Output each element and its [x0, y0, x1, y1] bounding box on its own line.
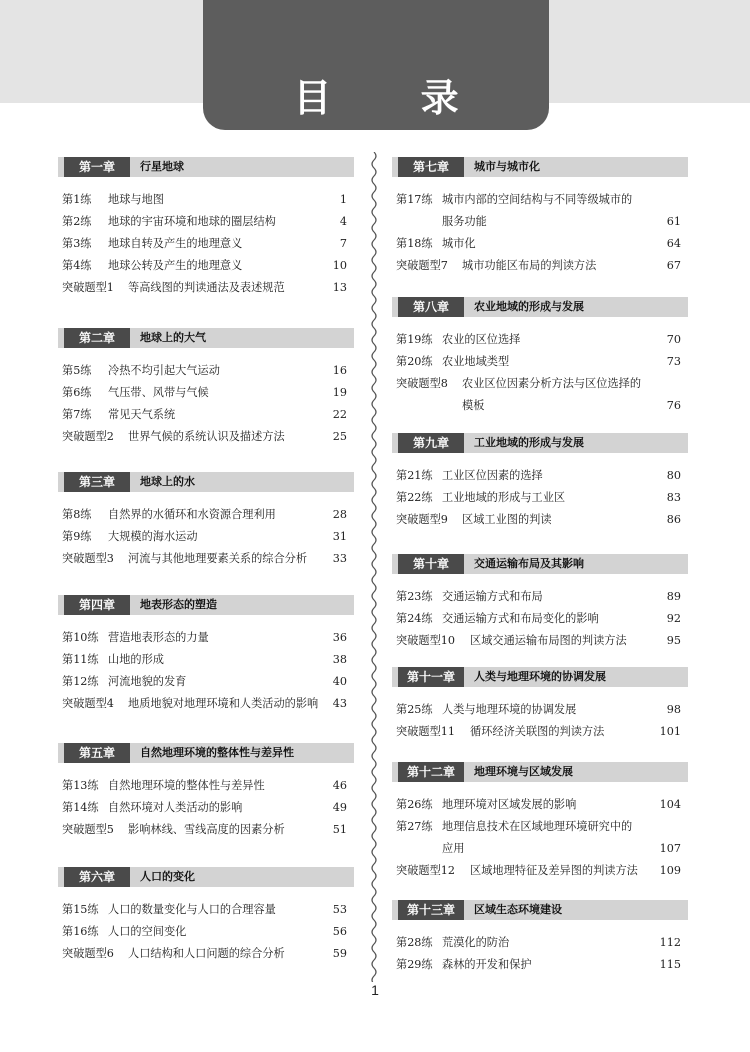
toc-entry[interactable]	[392, 794, 688, 816]
chapter-title: 地理环境与区域发展	[474, 765, 573, 778]
entry-title: 冷热不均引起大气运动	[108, 364, 220, 377]
chapter-section	[392, 900, 688, 976]
chapter-number: 第九章	[398, 433, 464, 453]
entry-label: 第22练	[396, 491, 433, 504]
entry-title: 工业地域的形成与工业区	[442, 491, 566, 504]
entry-list	[392, 586, 688, 652]
entry-page: 101	[659, 725, 681, 738]
toc-entry[interactable]	[58, 211, 354, 233]
toc-entry[interactable]	[392, 586, 688, 608]
chapter-header[interactable]	[58, 743, 354, 763]
chapter-title: 交通运输布局及其影响	[474, 557, 584, 570]
entry-label: 突破题型8	[396, 377, 448, 390]
page-number: 1	[371, 982, 379, 998]
entry-title: 人类与地理环境的协调发展	[442, 703, 577, 716]
entry-list	[58, 189, 354, 299]
chapter-header[interactable]	[58, 157, 354, 177]
chapter-title: 人口的变化	[140, 870, 195, 883]
entry-title: 工业区位因素的选择	[442, 469, 543, 482]
toc-entry[interactable]	[392, 255, 688, 277]
chapter-header[interactable]	[392, 762, 688, 782]
entry-title: 区域工业图的判读	[462, 513, 552, 526]
entry-page: 53	[332, 903, 347, 916]
chapter-section	[58, 743, 354, 841]
wavy-divider	[369, 152, 379, 982]
entry-title: 地球自转及产生的地理意义	[108, 237, 243, 250]
chapter-number: 第六章	[64, 867, 130, 887]
entry-title: 地理环境对区域发展的影响	[442, 798, 577, 811]
entry-page: 46	[332, 779, 347, 792]
entry-label: 第8练	[62, 508, 92, 521]
entry-label: 第18练	[396, 237, 433, 250]
entry-title: 河流地貌的发育	[108, 675, 187, 688]
entry-title: 营造地表形态的力量	[108, 631, 209, 644]
chapter-section	[392, 667, 688, 743]
toc-entry[interactable]	[392, 630, 688, 652]
entry-page: 33	[332, 552, 347, 565]
entry-title: 人口的空间变化	[108, 925, 187, 938]
chapter-number: 第十一章	[398, 667, 464, 687]
toc-entry[interactable]	[58, 277, 354, 299]
entry-list	[58, 627, 354, 715]
toc-entry[interactable]	[392, 721, 688, 743]
entry-page: 19	[332, 386, 347, 399]
entry-page: 10	[332, 259, 347, 272]
entry-list	[58, 360, 354, 448]
chapter-header[interactable]	[392, 554, 688, 574]
chapter-header[interactable]	[392, 667, 688, 687]
toc-entry[interactable]	[58, 693, 354, 715]
entry-page: 70	[666, 333, 681, 346]
entry-page: 16	[332, 364, 347, 377]
toc-entry[interactable]	[58, 382, 354, 404]
entry-label: 第13练	[62, 779, 99, 792]
entry-title: 大规模的海水运动	[108, 530, 198, 543]
entry-page: 7	[339, 237, 347, 250]
entry-list	[392, 794, 688, 882]
chapter-header[interactable]	[392, 433, 688, 453]
chapter-section	[58, 595, 354, 715]
entry-title: 自然界的水循环和水资源合理利用	[108, 508, 276, 521]
chapter-title: 地球上的水	[140, 475, 195, 488]
toc-entry[interactable]	[58, 426, 354, 448]
entry-page: 25	[332, 430, 347, 443]
entry-title: 地球与地图	[108, 193, 164, 206]
entry-label: 突破题型12	[396, 864, 455, 877]
entry-label: 第11练	[62, 653, 99, 666]
toc-entry[interactable]	[392, 329, 688, 351]
chapter-title: 地表形态的塑造	[140, 598, 217, 611]
entry-label: 第5练	[62, 364, 92, 377]
entry-label: 第1练	[62, 193, 92, 206]
entry-title: 常见天气系统	[108, 408, 176, 421]
chapter-number: 第十二章	[398, 762, 464, 782]
entry-title: 区域交通运输布局图的判读方法	[470, 634, 627, 647]
entry-label: 第25练	[396, 703, 433, 716]
toc-entry[interactable]	[392, 932, 688, 954]
entry-page: 73	[666, 355, 681, 368]
chapter-section	[392, 433, 688, 531]
entry-page: 76	[666, 399, 681, 412]
page-title: 目 录	[293, 76, 497, 120]
entry-page: 43	[332, 697, 347, 710]
entry-page: 51	[332, 823, 347, 836]
toc-entry[interactable]	[58, 775, 354, 797]
entry-page: 107	[659, 842, 681, 855]
entry-title-continued: 模板	[462, 399, 485, 412]
toc-entry[interactable]	[58, 649, 354, 671]
toc-entry[interactable]	[392, 816, 688, 860]
entry-label: 第6练	[62, 386, 92, 399]
entry-label: 突破题型6	[62, 947, 114, 960]
entry-list	[58, 899, 354, 965]
entry-list	[392, 189, 688, 277]
chapter-section	[58, 328, 354, 448]
entry-list	[58, 504, 354, 570]
toc-entry[interactable]	[58, 819, 354, 841]
entry-page: 22	[332, 408, 347, 421]
chapter-section	[392, 157, 688, 277]
entry-title: 山地的形成	[108, 653, 164, 666]
entry-page: 67	[666, 259, 681, 272]
entry-title: 人口的数量变化与人口的合理容量	[108, 903, 276, 916]
entry-page: 95	[666, 634, 681, 647]
toc-entry[interactable]	[58, 627, 354, 649]
entry-title: 地球的宇宙环境和地球的圈层结构	[108, 215, 276, 228]
chapter-header[interactable]	[392, 900, 688, 920]
entry-label: 第12练	[62, 675, 99, 688]
entry-title-continued: 服务功能	[442, 215, 487, 228]
entry-label: 突破题型1	[62, 281, 114, 294]
entry-page: 89	[666, 590, 681, 603]
entry-page: 31	[332, 530, 347, 543]
chapter-header[interactable]	[58, 595, 354, 615]
entry-label: 突破题型9	[396, 513, 448, 526]
entry-page: 13	[332, 281, 347, 294]
chapter-title: 行星地球	[140, 160, 184, 173]
chapter-number: 第五章	[64, 743, 130, 763]
chapter-header[interactable]	[392, 157, 688, 177]
chapter-number: 第一章	[64, 157, 130, 177]
chapter-header[interactable]	[58, 472, 354, 492]
entry-page: 64	[666, 237, 681, 250]
entry-page: 112	[659, 936, 681, 949]
entry-label: 第2练	[62, 215, 92, 228]
entry-page: 92	[666, 612, 681, 625]
entry-page: 49	[332, 801, 347, 814]
title-tab	[203, 0, 549, 130]
entry-page: 80	[666, 469, 681, 482]
chapter-number: 第二章	[64, 328, 130, 348]
toc-entry[interactable]	[392, 351, 688, 373]
entry-page: 61	[666, 215, 681, 228]
entry-label: 突破题型10	[396, 634, 455, 647]
entry-label: 第17练	[396, 193, 433, 206]
chapter-section	[392, 297, 688, 417]
entry-page: 28	[332, 508, 347, 521]
toc-entry[interactable]	[58, 899, 354, 921]
entry-title: 荒漠化的防治	[442, 936, 510, 949]
entry-label: 第3练	[62, 237, 92, 250]
chapter-number: 第十章	[398, 554, 464, 574]
toc-entry[interactable]	[392, 699, 688, 721]
toc-entry[interactable]	[392, 608, 688, 630]
entry-page: 4	[339, 215, 347, 228]
entry-list	[392, 699, 688, 743]
toc-entry[interactable]	[58, 504, 354, 526]
entry-label: 突破题型2	[62, 430, 114, 443]
chapter-number: 第三章	[64, 472, 130, 492]
chapter-title: 城市与城市化	[474, 160, 540, 173]
entry-title: 城市化	[442, 237, 476, 250]
entry-title: 自然地理环境的整体性与差异性	[108, 779, 265, 792]
toc-entry[interactable]	[392, 189, 688, 233]
entry-label: 第27练	[396, 820, 433, 833]
entry-label: 第7练	[62, 408, 92, 421]
toc-entry[interactable]	[392, 509, 688, 531]
entry-page: 109	[659, 864, 681, 877]
chapter-section	[392, 554, 688, 652]
chapter-title: 农业地域的形成与发展	[474, 300, 584, 313]
entry-title: 世界气候的系统认识及描述方法	[128, 430, 285, 443]
chapter-section	[392, 762, 688, 882]
entry-label: 第28练	[396, 936, 433, 949]
entry-label: 突破题型4	[62, 697, 114, 710]
toc-entry[interactable]	[58, 548, 354, 570]
entry-label: 第26练	[396, 798, 433, 811]
chapter-header[interactable]	[58, 328, 354, 348]
entry-label: 突破题型3	[62, 552, 114, 565]
toc-entry[interactable]	[58, 404, 354, 426]
entry-title: 人口结构和人口问题的综合分析	[128, 947, 285, 960]
entry-title: 区域地理特征及差异图的判读方法	[470, 864, 638, 877]
chapter-number: 第七章	[398, 157, 464, 177]
entry-title: 河流与其他地理要素关系的综合分析	[128, 552, 308, 565]
entry-page: 115	[659, 958, 681, 971]
toc-entry[interactable]	[58, 921, 354, 943]
entry-label: 突破题型11	[396, 725, 455, 738]
entry-page: 59	[332, 947, 347, 960]
chapter-title: 自然地理环境的整体性与差异性	[140, 746, 294, 759]
toc-entry[interactable]	[58, 943, 354, 965]
entry-title: 交通运输方式和布局变化的影响	[442, 612, 599, 625]
entry-page: 38	[332, 653, 347, 666]
toc-entry[interactable]	[392, 954, 688, 976]
entry-label: 第10练	[62, 631, 99, 644]
toc-entry[interactable]	[392, 373, 688, 417]
entry-page: 98	[666, 703, 681, 716]
toc-entry[interactable]	[58, 255, 354, 277]
entry-label: 第9练	[62, 530, 92, 543]
entry-page: 83	[666, 491, 681, 504]
chapter-section	[58, 157, 354, 299]
toc-entry[interactable]	[58, 360, 354, 382]
toc-entry[interactable]	[392, 233, 688, 255]
entry-label: 第4练	[62, 259, 92, 272]
toc-entry[interactable]	[392, 487, 688, 509]
entry-title: 循环经济关联图的判读方法	[470, 725, 605, 738]
entry-title: 城市功能区布局的判读方法	[462, 259, 597, 272]
entry-label: 第21练	[396, 469, 433, 482]
entry-list	[392, 465, 688, 531]
entry-label: 第16练	[62, 925, 99, 938]
chapter-number: 第十三章	[398, 900, 464, 920]
entry-page: 1	[339, 193, 347, 206]
entry-page: 104	[659, 798, 681, 811]
toc-entry[interactable]	[392, 465, 688, 487]
entry-list	[392, 329, 688, 417]
entry-label: 第29练	[396, 958, 433, 971]
entry-title: 地质地貌对地理环境和人类活动的影响	[128, 697, 319, 710]
toc-entry[interactable]	[58, 189, 354, 211]
entry-page: 56	[332, 925, 347, 938]
chapter-number: 第八章	[398, 297, 464, 317]
entry-title: 城市内部的空间结构与不同等级城市的	[442, 193, 633, 206]
entry-title: 气压带、风带与气候	[108, 386, 209, 399]
chapter-section	[58, 867, 354, 965]
entry-page: 40	[332, 675, 347, 688]
entry-label: 第14练	[62, 801, 99, 814]
entry-title: 农业地域类型	[442, 355, 510, 368]
entry-title: 地球公转及产生的地理意义	[108, 259, 243, 272]
entry-title: 等高线图的判读通法及表述规范	[128, 281, 285, 294]
toc-entry[interactable]	[58, 233, 354, 255]
toc-entry[interactable]	[58, 526, 354, 548]
entry-title: 农业区位因素分析方法与区位选择的	[462, 377, 642, 390]
entry-title: 地理信息技术在区域地理环境研究中的	[442, 820, 633, 833]
entry-label: 第24练	[396, 612, 433, 625]
entry-page: 36	[332, 631, 347, 644]
toc-entry[interactable]	[58, 797, 354, 819]
toc-entry[interactable]	[58, 671, 354, 693]
chapter-title: 工业地域的形成与发展	[474, 436, 584, 449]
entry-list	[392, 932, 688, 976]
entry-label: 第19练	[396, 333, 433, 346]
chapter-number: 第四章	[64, 595, 130, 615]
entry-label: 第20练	[396, 355, 433, 368]
chapter-header[interactable]	[58, 867, 354, 887]
entry-title: 影响林线、雪线高度的因素分析	[128, 823, 285, 836]
entry-list	[58, 775, 354, 841]
entry-label: 突破题型7	[396, 259, 448, 272]
entry-label: 第15练	[62, 903, 99, 916]
chapter-title: 区域生态环境建设	[474, 903, 562, 916]
entry-title: 农业的区位选择	[442, 333, 521, 346]
toc-entry[interactable]	[392, 860, 688, 882]
chapter-section	[58, 472, 354, 570]
entry-page: 86	[666, 513, 681, 526]
entry-title-continued: 应用	[442, 842, 465, 855]
entry-title: 自然环境对人类活动的影响	[108, 801, 243, 814]
chapter-title: 地球上的大气	[140, 331, 206, 344]
chapter-title: 人类与地理环境的协调发展	[474, 670, 606, 683]
entry-label: 突破题型5	[62, 823, 114, 836]
entry-title: 交通运输方式和布局	[442, 590, 543, 603]
chapter-header[interactable]	[392, 297, 688, 317]
entry-label: 第23练	[396, 590, 433, 603]
entry-title: 森林的开发和保护	[442, 958, 532, 971]
